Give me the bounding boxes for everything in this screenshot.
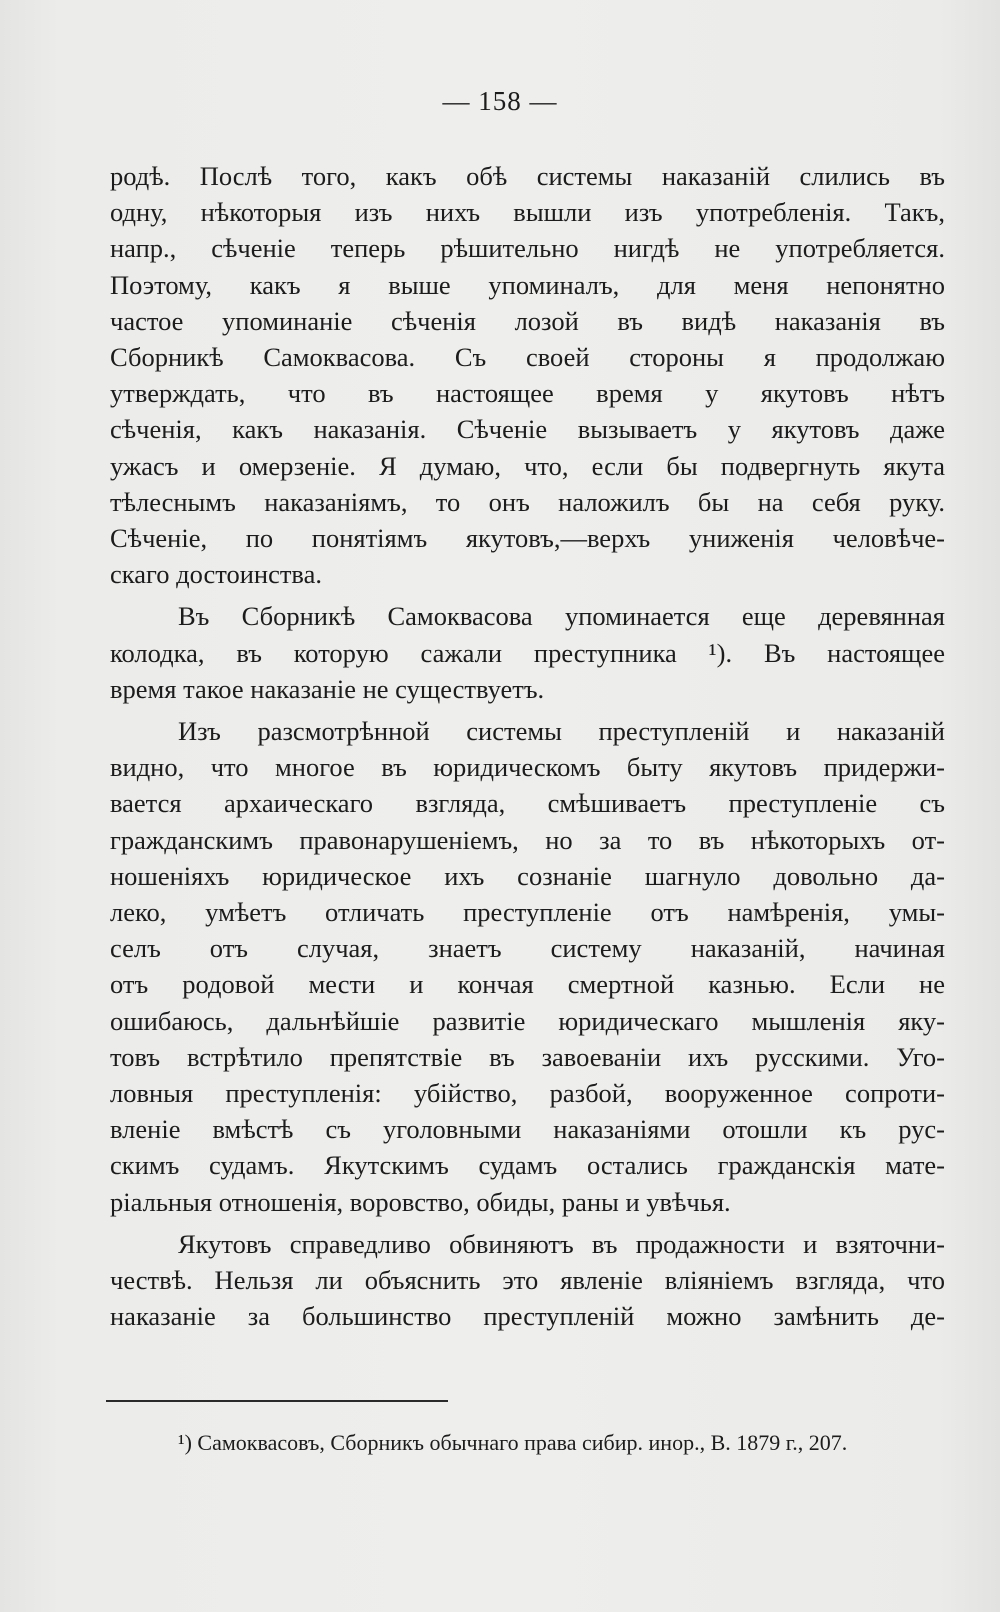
text-line: Въ Сборникѣ Самоквасова упоминается еще деревянная	[178, 601, 945, 632]
text-line: наказаніе за большинство преступленій можно замѣнить де-	[110, 1301, 945, 1332]
footnote-divider	[106, 1400, 448, 1402]
text-line: Якутовъ справедливо обвиняютъ въ продажности и взяточни-	[178, 1228, 945, 1259]
text-line: сѣченія, какъ наказанія. Сѣченіе вызываетъ у якутовъ даже	[110, 414, 945, 445]
text-line: утверждать, что въ настоящее время у якутовъ нѣтъ	[110, 378, 945, 409]
text-line: скимъ судамъ. Якутскимъ судамъ остались гражданскія мате-	[110, 1150, 945, 1181]
text-line: ошибаюсь, дальнѣйшіе развитіе юридическаго мышленія яку-	[110, 1005, 945, 1036]
text-line: вается архаическаго взгляда, смѣшиваетъ преступленіе съ	[110, 788, 945, 819]
text-line: время такое наказаніе не существуетъ.	[110, 673, 545, 704]
paragraph	[110, 713, 945, 1220]
page-number: — 158 —	[442, 86, 558, 116]
paragraph	[110, 598, 945, 707]
text-line: ловныя преступленія: убійство, разбой, вооруженное сопроти-	[110, 1078, 945, 1109]
text-line: селъ отъ случая, знаетъ систему наказаній, начиная	[110, 933, 945, 964]
text-line: напр., сѣченіе теперь рѣшительно нигдѣ не употребляется.	[110, 233, 945, 264]
text-line: леко, умѣетъ отличать преступленіе отъ намѣренія, умы-	[110, 897, 945, 928]
text-line: одну, нѣкоторыя изъ нихъ вышли изъ употребленія. Такъ,	[110, 197, 945, 228]
text-line: тѣлеснымъ наказаніямъ, то онъ наложилъ бы на себя руку.	[110, 486, 945, 517]
text-line: Сборникѣ Самоквасова. Съ своей стороны я продолжаю	[110, 342, 945, 373]
text-line: колодка, въ которую сажали преступника ¹). Въ настоящее	[110, 637, 945, 668]
text-line: родѣ. Послѣ того, какъ обѣ системы наказаній слились въ	[110, 161, 945, 191]
text-line: ношеніяхъ юридическое ихъ сознаніе шагнуло довольно да-	[110, 860, 945, 891]
text-line: товъ встрѣтило препятствіе въ завоеваніи ихъ русскими. Уго-	[110, 1041, 945, 1072]
footnote	[178, 1428, 948, 1458]
text-line: Поэтому, какъ я выше упоминалъ, для меня непонятно	[110, 269, 945, 300]
text-line: чествѣ. Нельзя ли объяснить это явленіе вліяніемъ взгляда, что	[110, 1265, 945, 1296]
body-text	[110, 158, 945, 1335]
paragraph	[110, 1226, 945, 1335]
text-line: видно, что многое въ юридическомъ быту якутовъ придержи-	[110, 752, 945, 783]
footnote-text: Самоквасовъ, Сборникъ обычнаго права сибир. инор., В. 1879 г., 207.	[197, 1430, 848, 1455]
text-line: отъ родовой мести и кончая смертной казнью. Если не	[110, 969, 945, 1000]
text-line: Сѣченіе, по понятіямъ якутовъ,—верхъ униженія человѣче-	[110, 523, 945, 554]
footnote-marker: ¹)	[178, 1430, 192, 1455]
text-line: Изъ разсмотрѣнной системы преступленій и наказаній	[178, 716, 945, 747]
text-line: ужасъ и омерзеніе. Я думаю, что, если бы подвергнуть якута	[110, 450, 945, 481]
text-line: ріальныя отношенія, воровство, обиды, раны и увѣчья.	[110, 1186, 731, 1217]
text-line: частое упоминаніе сѣченія лозой въ видѣ наказанія въ	[110, 305, 945, 336]
text-line: вленіе вмѣстѣ съ уголовными наказаніями отошли къ рус-	[110, 1114, 945, 1145]
text-line: скаго достоинства.	[110, 559, 322, 590]
paragraph	[110, 158, 945, 592]
text-line: гражданскимъ правонарушеніемъ, но за то въ нѣкоторыхъ от-	[110, 824, 945, 855]
